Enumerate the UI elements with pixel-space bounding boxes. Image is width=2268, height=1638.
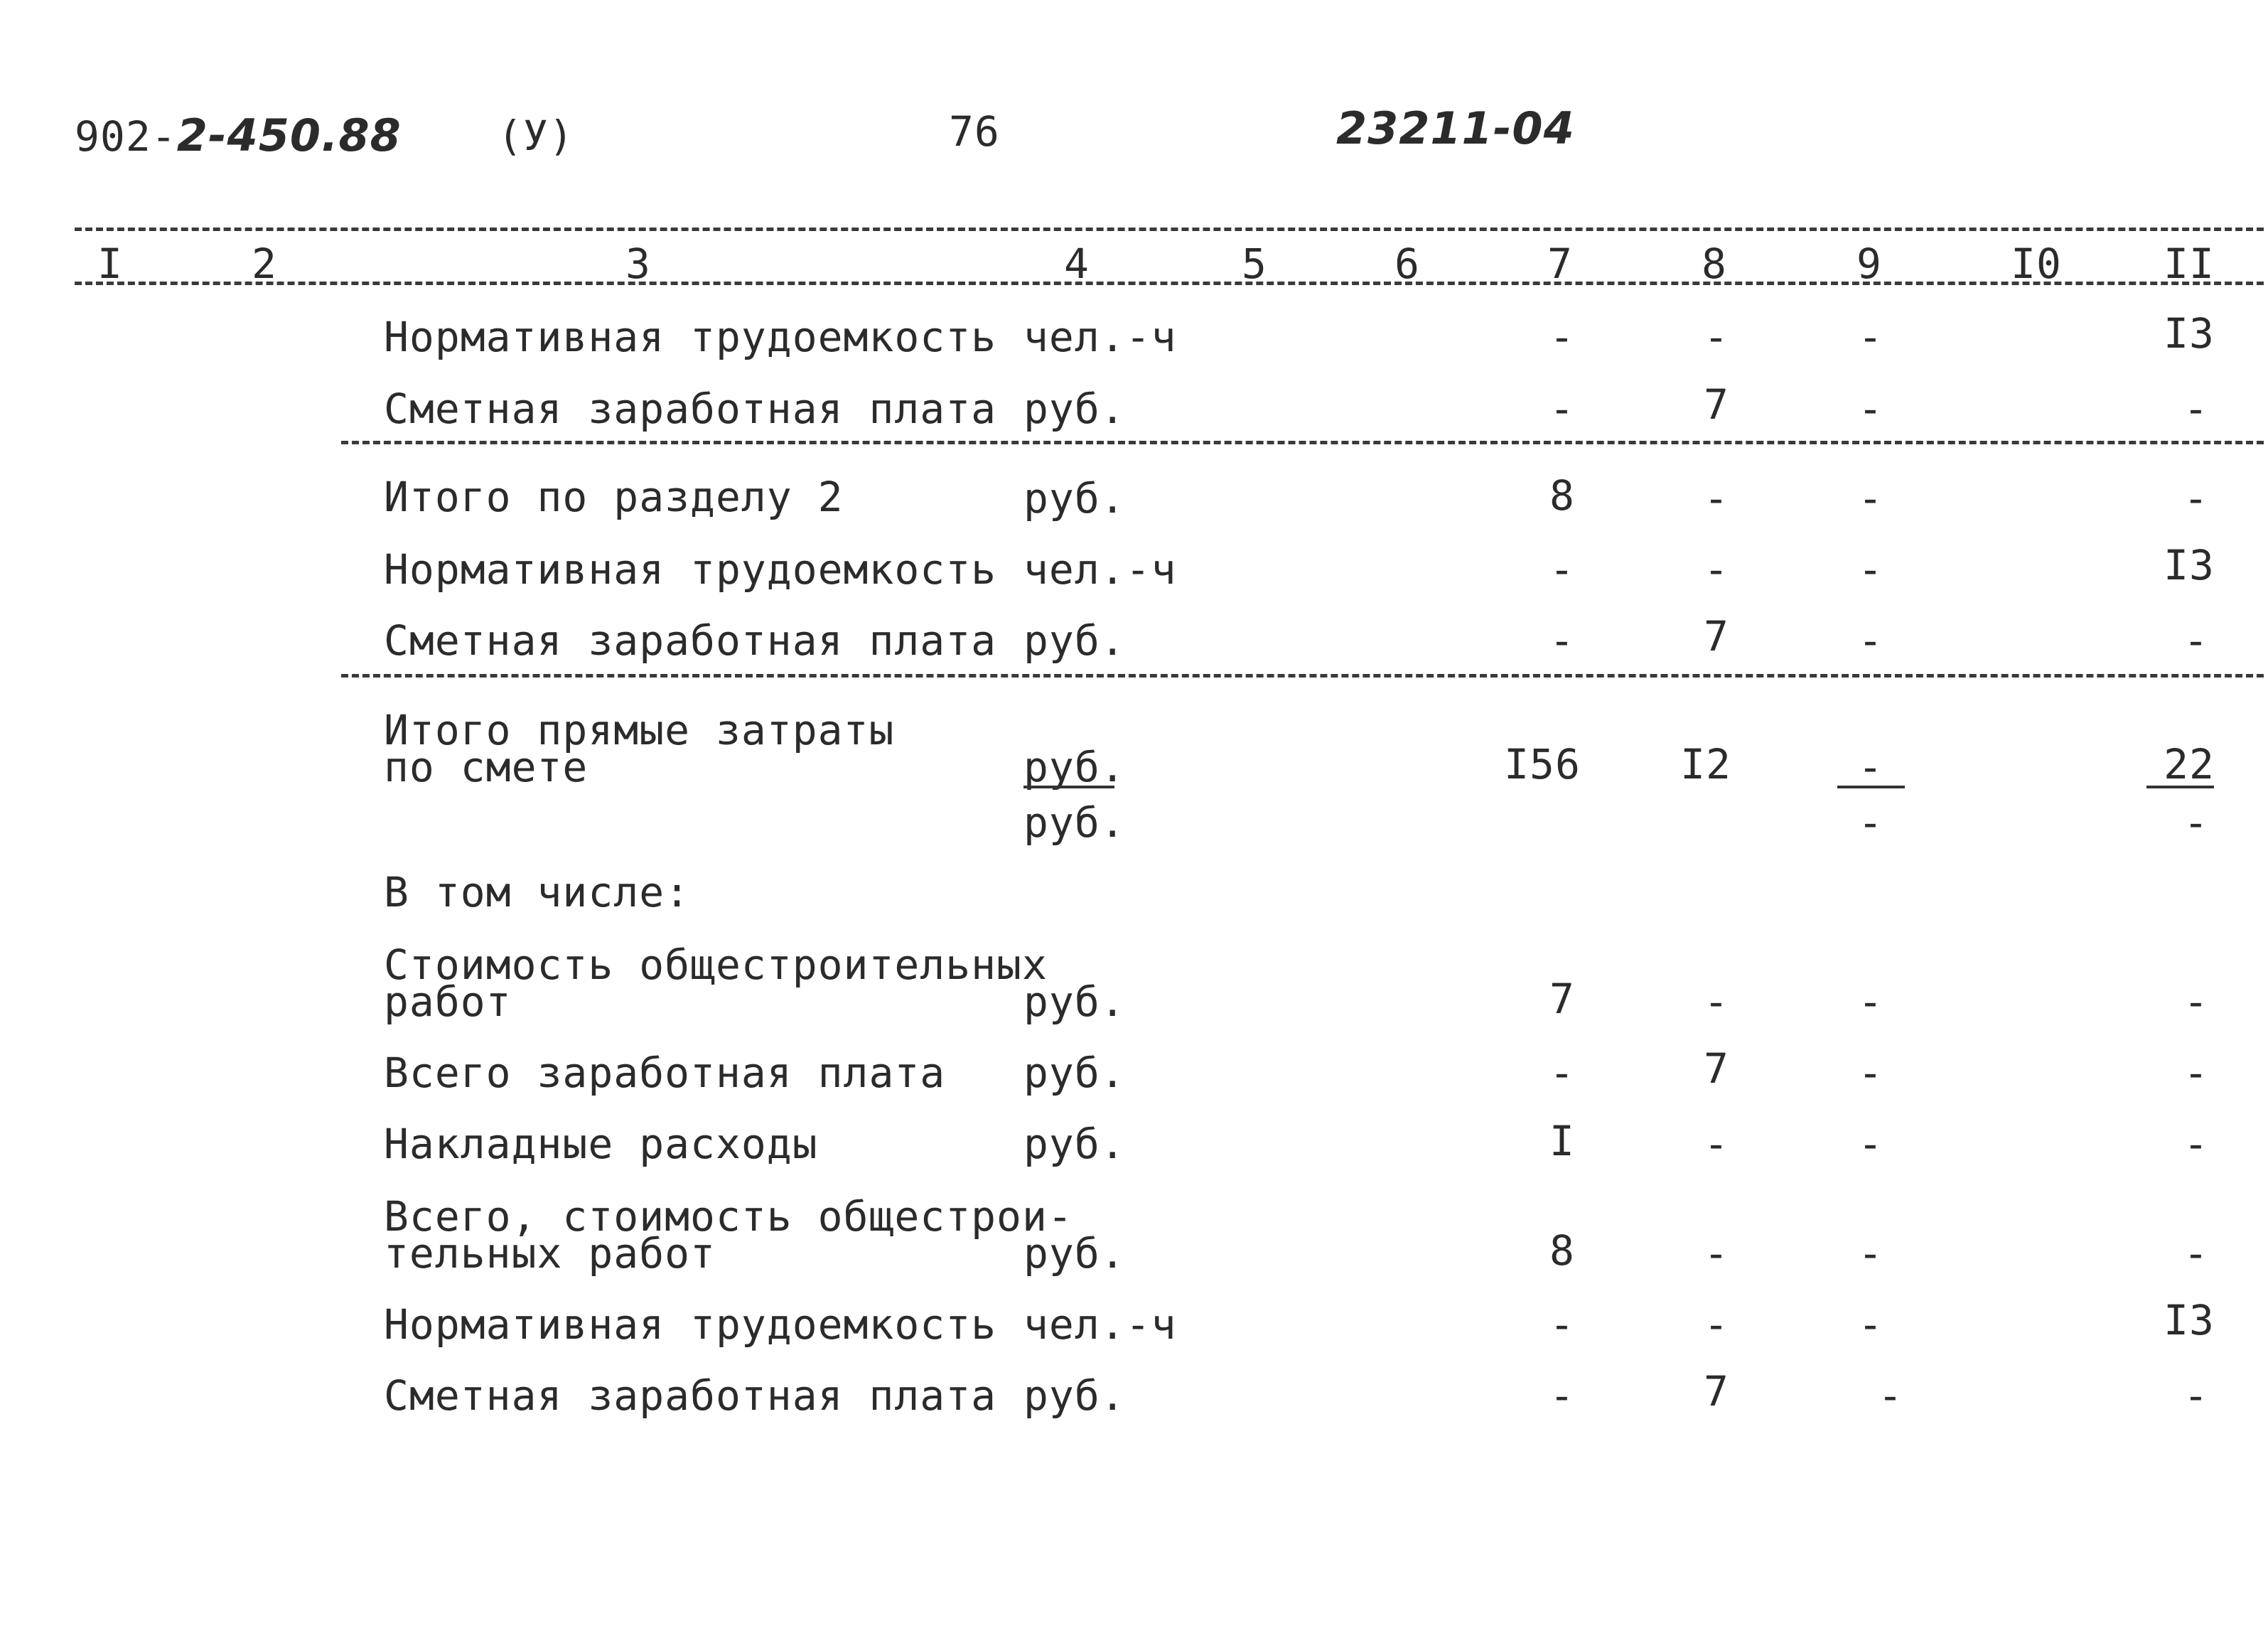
column-header-9: 9	[1856, 240, 1882, 288]
column-header-11: II	[2164, 240, 2215, 288]
row-col8: -	[1704, 978, 1729, 1026]
column-header-5: 5	[1242, 240, 1267, 288]
row-col9: -	[1858, 616, 1883, 665]
document-code: 902-2-450.88	[75, 109, 402, 161]
page-number: 76	[949, 107, 1000, 156]
row-col9: -	[1858, 1300, 1883, 1349]
row-col8: 7	[1704, 1044, 1729, 1093]
row-label-line1: Стоимость общестроительных	[384, 941, 1048, 989]
row-col11: 22	[2164, 740, 2215, 788]
row-unit: руб.	[1023, 1049, 1126, 1097]
row-col11: -	[2183, 474, 2209, 523]
row-unit: чел.-ч	[1023, 313, 1177, 361]
section-rule	[341, 441, 2264, 444]
column-header-2: 2	[252, 240, 277, 288]
row-col7: -	[1549, 545, 1575, 594]
row-col8: -	[1704, 545, 1729, 594]
row-col8: -	[1704, 1229, 1729, 1278]
row-col9: -	[1858, 313, 1883, 361]
row-col8: I2	[1680, 740, 1731, 788]
row-col7: 8	[1549, 471, 1575, 520]
column-header-8: 8	[1702, 240, 1727, 288]
row-col9: -	[1878, 1371, 1903, 1420]
header-top-rule	[75, 228, 2264, 231]
row-label: Сметная заработная плата	[384, 385, 997, 433]
row-label-line1: Итого прямые затраты	[384, 706, 895, 754]
row-col11: I3	[2164, 1296, 2215, 1344]
row-col8: -	[1704, 313, 1729, 361]
row-col7: I	[1549, 1117, 1575, 1165]
row-col7: -	[1549, 1300, 1575, 1349]
section-subheading: В том числе:	[384, 868, 691, 916]
row-unit: руб.	[1023, 1371, 1126, 1420]
row-col11: -	[2183, 616, 2209, 665]
row-label-line2: работ	[384, 978, 512, 1026]
column-header-10: I0	[2011, 240, 2062, 288]
row-unit: руб.	[1023, 474, 1126, 523]
row-unit: чел.-ч	[1023, 545, 1177, 594]
row-label: Нормативная трудоемкость	[384, 545, 997, 594]
row-label: Сметная заработная плата	[384, 616, 997, 665]
row-col7: 7	[1549, 975, 1575, 1023]
row-unit: руб.	[1023, 743, 1126, 791]
row-unit: руб.	[1023, 1120, 1126, 1168]
row-col11: -	[2183, 1049, 2209, 1097]
row-label: Накладные расходы	[384, 1120, 818, 1168]
row-unit: руб.	[1023, 616, 1126, 665]
row-label-line2: по смете	[384, 743, 589, 791]
row-label: Итого по разделу 2	[384, 473, 844, 521]
row-label-line2: тельных работ	[384, 1229, 716, 1278]
row-col7: -	[1549, 1049, 1575, 1097]
row-col9: -	[1858, 743, 1883, 791]
row-col11: I3	[2164, 309, 2215, 358]
header-bottom-rule	[75, 282, 2264, 285]
column-header-3: 3	[625, 240, 651, 288]
row-label: Сметная заработная плата	[384, 1371, 997, 1420]
row-col9: -	[1858, 1049, 1883, 1097]
row-label-line1: Всего, стоимость общестрои-	[384, 1192, 1073, 1241]
row-col9: -	[1858, 474, 1883, 523]
row-col9: -	[1858, 385, 1883, 433]
row-col9: -	[1858, 978, 1883, 1026]
row-col7: -	[1549, 313, 1575, 361]
row-unit: руб.	[1023, 978, 1126, 1026]
row-label: Всего заработная плата	[384, 1049, 946, 1097]
row-col9: -	[1858, 1229, 1883, 1278]
row-col9: -	[1858, 798, 1883, 847]
row-col11: -	[2183, 385, 2209, 433]
row-col7: -	[1549, 385, 1575, 433]
row-col7: -	[1549, 1371, 1575, 1420]
row-col8: -	[1704, 1120, 1729, 1168]
col9-underline	[1837, 786, 1905, 788]
row-unit: руб.	[1023, 385, 1126, 433]
document-mark: (У)	[498, 112, 574, 160]
column-header-1: I	[97, 240, 123, 288]
row-col11: -	[2183, 1371, 2209, 1420]
document-number: 23211-04	[1336, 102, 1575, 154]
row-col8: 7	[1704, 1367, 1729, 1415]
section-rule	[341, 674, 2264, 678]
row-col7: -	[1549, 616, 1575, 665]
col11-underline	[2146, 786, 2214, 788]
row-col8: -	[1704, 1300, 1729, 1349]
row-col9: -	[1858, 1120, 1883, 1168]
row-col7: I56	[1504, 740, 1581, 788]
row-col11: -	[2183, 978, 2209, 1026]
row-col8: 7	[1704, 380, 1729, 429]
row-label: Нормативная трудоемкость	[384, 1300, 997, 1349]
column-header-7: 7	[1547, 240, 1573, 288]
row-col11: I3	[2164, 541, 2215, 589]
row-col11: -	[2183, 1229, 2209, 1278]
row-col9: -	[1858, 545, 1883, 594]
row-col8: 7	[1704, 612, 1729, 660]
row-unit: руб.	[1023, 798, 1126, 847]
column-header-4: 4	[1064, 240, 1090, 288]
row-label: Нормативная трудоемкость	[384, 313, 997, 361]
row-col7: 8	[1549, 1226, 1575, 1275]
row-col11: -	[2183, 1120, 2209, 1168]
row-col8: -	[1704, 474, 1729, 523]
column-header-6: 6	[1394, 240, 1420, 288]
row-col11: -	[2183, 798, 2209, 847]
unit-underline	[1023, 786, 1114, 788]
row-unit: чел.-ч	[1023, 1300, 1177, 1349]
row-unit: руб.	[1023, 1229, 1126, 1278]
